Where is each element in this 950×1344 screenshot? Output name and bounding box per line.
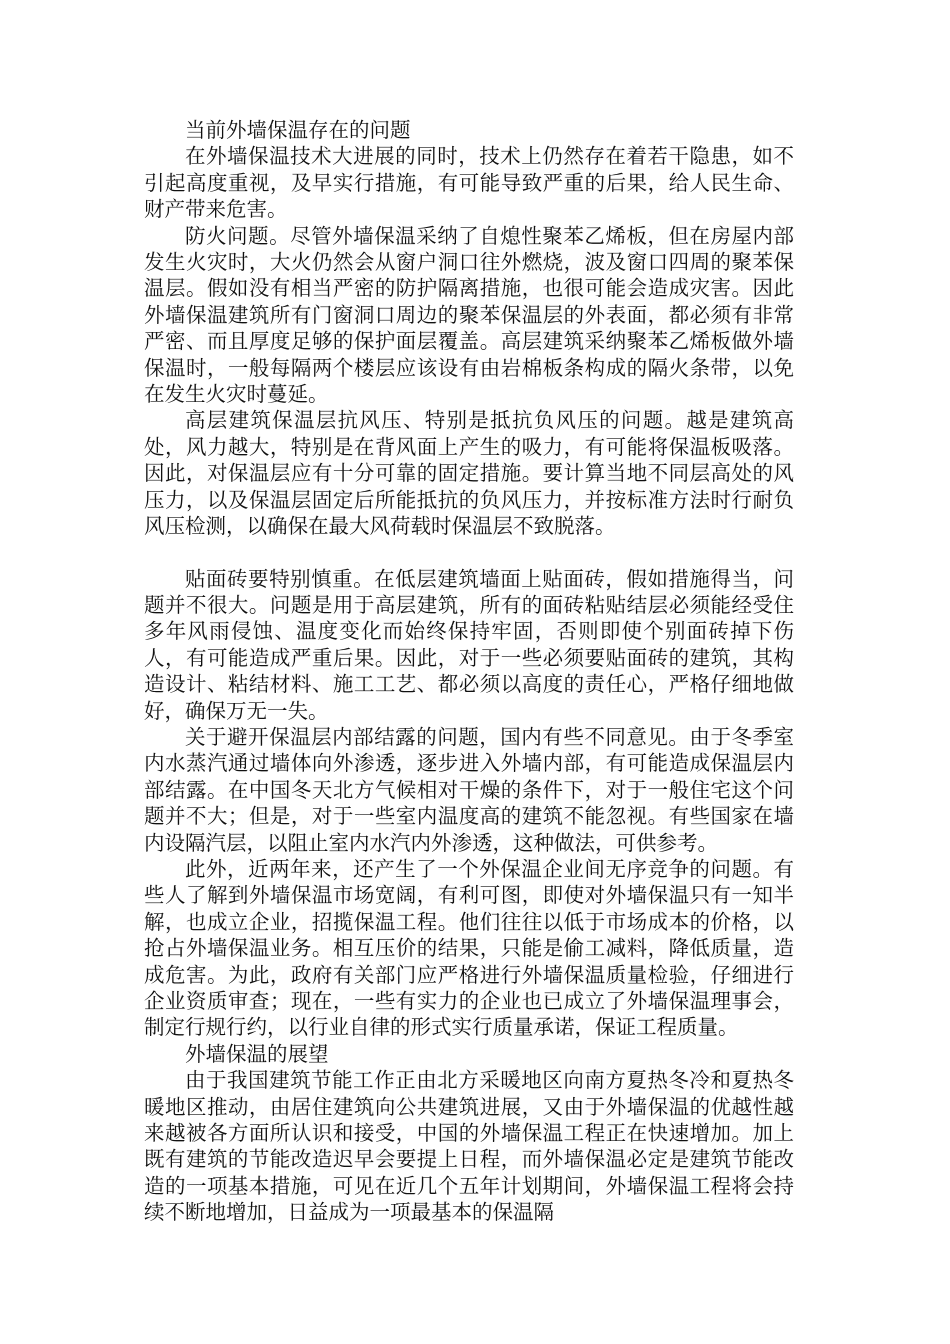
section-heading-outlook: 外墙保温的展望: [185, 1041, 329, 1066]
document-page: [144, 117, 794, 1226]
paragraph-intro: 在外墙保温技术大进展的同时，技术上仍然存在着若干隐患，如不引起高度重视，及早实行措施，有可能导致严重的后果，给人民生命、财产带来危害。: [144, 144, 794, 222]
paragraph-outlook: 由于我国建筑节能工作正由北方采暖地区向南方夏热冬冷和夏热冬暖地区推动，由居住建筑向公共建筑进展，又由于外墙保温的优越性越来越被各方面所认识和接受，中国的外墙保温工程正在快速增加。加上既有建筑的节能改造迟早会要提上日程，而外墙保温必定是建筑节能改造的一项基本措施，可见在近几个五年计划期间，外墙保温工程将会持续不断地增加，日益成为一项最基本的保温隔: [144, 1068, 794, 1225]
paragraph-wind-pressure: 高层建筑保温层抗风压、特别是抵抗负风压的问题。越是建筑高处，风力越大，特别是在背风面上产生的吸力，有可能将保温板吸落。因此，对保温层应有十分可靠的固定措施。要计算当地不同层高处的风压力，以及保温层固定后所能抵抗的负风压力，并按标准方法时行耐负风压检测，以确保在最大风荷载时保温层不致脱落。: [144, 408, 794, 539]
paragraph-fire-prevention: 防火问题。尽管外墙保温采纳了自熄性聚苯乙烯板，但在房屋内部发生火灾时，大火仍然会从窗户洞口往外燃烧，波及窗口四周的聚苯保温层。假如没有相当严密的防护隔离措施，也很可能会造成灾害。因此外墙保温建筑所有门窗洞口周边的聚苯保温层的外表面，都必须有非常严密、而且厚度足够的保护面层覆盖。高层建筑采纳聚苯乙烯板做外墙保温时，一般每隔两个楼层应该设有由岩棉板条构成的隔火条带，以免在发生火灾时蔓延。: [144, 223, 794, 407]
paragraph-condensation: 关于避开保温层内部结露的问题，国内有些不同意见。由于冬季室内水蒸汽通过墙体向外渗透，逐步进入外墙内部，有可能造成保温层内部结露。在中国冬天北方气候相对干燥的条件下，对于一般住宅这个问题并不大；但是，对于一些室内温度高的建筑不能忽视。有些国家在墙内设隔汽层，以阻止室内水汽内外渗透，这种做法，可供参考。: [144, 724, 794, 855]
paragraph-tiles: 贴面砖要特别慎重。在低层建筑墙面上贴面砖，假如措施得当，问题并不很大。问题是用于高层建筑，所有的面砖粘贴结层必须能经受住多年风雨侵蚀、温度变化而始终保持牢固，否则即使个别面砖掉下伤人，有可能造成严重后果。因此，对于一些必须要贴面砖的建筑，其构造设计、粘结材料、施工工艺、都必须以高度的责任心，严格仔细地做好，确保万无一失。: [144, 566, 794, 723]
section-heading-current-problems: 当前外墙保温存在的问题: [185, 118, 411, 142]
paragraph-competition: 此外，近两年来，还产生了一个外保温企业间无序竞争的问题。有些人了解到外墙保温市场宽阔，有利可图，即使对外墙保温只有一知半解，也成立企业，招揽保温工程。他们往往以低于市场成本的价格，以抢占外墙保温业务。相互压价的结果，只能是偷工减料，降低质量，造成危害。为此，政府有关部门应严格进行外墙保温质量检验，仔细进行企业资质审查；现在，一些有实力的企业也已成立了外墙保温理事会，制定行规行约，以行业自律的形式实行质量承诺，保证工程质量。: [144, 856, 794, 1040]
